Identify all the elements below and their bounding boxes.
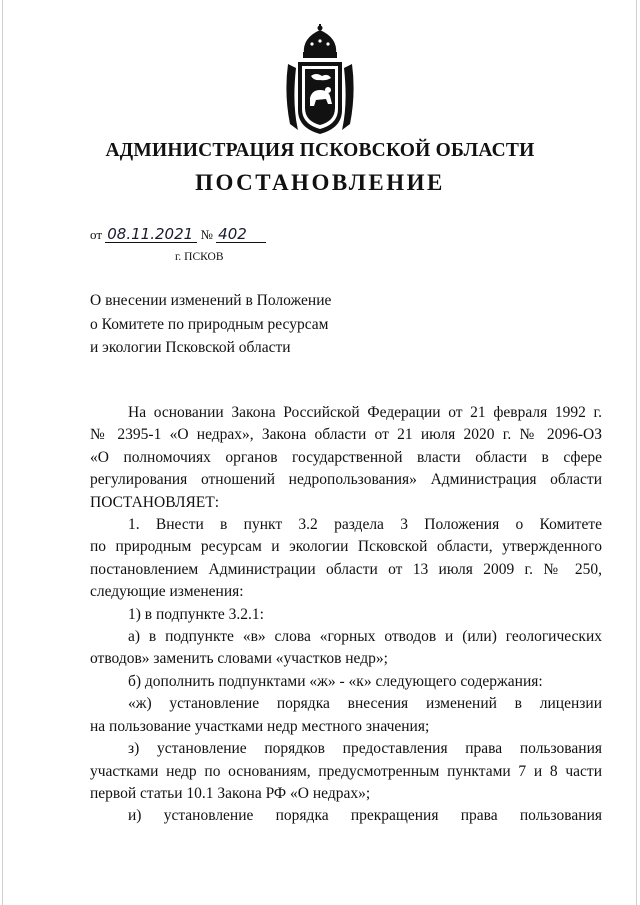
from-label: от <box>90 227 103 242</box>
body-line: «ж) установление порядка внесения изменений в лицензии <box>128 695 602 713</box>
scan-edge-left <box>2 0 3 905</box>
scan-edge-right <box>636 0 637 905</box>
body-line: постановлением Администрации области от 13 июля 2009 г. № 250, <box>90 560 602 578</box>
body-line: б) дополнить подпунктами «ж» - «к» следующего содержания: <box>128 672 543 690</box>
body-line: отводов» заменить словами «участков недр»; <box>90 650 388 668</box>
document-type-title: ПОСТАНОВЛЕНИЕ <box>195 170 445 195</box>
subject-line: О внесении изменений в Положение <box>90 292 332 309</box>
subject-line: о Комитете по природным ресурсам <box>90 315 329 333</box>
body-line: «О полномочиях органов государственной власти области в сфере <box>90 448 602 466</box>
date-number-line <box>90 226 266 243</box>
city-label: г. ПСКОВ <box>175 251 224 263</box>
subject-line: и экологии Псковской области <box>90 339 291 356</box>
handwritten-number: 402 <box>216 226 266 243</box>
body-line: 1. Внести в пункт 3.2 раздела 3 Положения о Комитете <box>128 516 602 534</box>
body-line: з) установление порядков предоставления права пользования <box>128 740 602 758</box>
body-line: первой статьи 10.1 Закона РФ «О недрах»; <box>90 784 371 802</box>
body-line: участками недр по основаниям, предусмотренным пунктами 7 и 8 части <box>90 762 602 780</box>
body-line: по природным ресурсам и экологии Псковской области, утвержденного <box>90 538 602 556</box>
organization-title: АДМИНИСТРАЦИЯ ПСКОВСКОЙ ОБЛАСТИ <box>105 140 535 161</box>
body-line: и) установление порядка прекращения права пользования <box>128 807 602 825</box>
document-subject <box>90 289 331 360</box>
body-line: № 2395-1 «О недрах», Закона области от 21 июля 2020 г. № 2096-ОЗ <box>90 426 602 444</box>
body-line: следующие изменения: <box>90 583 244 601</box>
document-body <box>90 402 602 828</box>
body-line: на пользование участками недр местного значения; <box>90 717 430 735</box>
body-line: ПОСТАНОВЛЯЕТ: <box>90 493 220 511</box>
coat-of-arms-icon <box>282 24 358 136</box>
body-line: 1) в подпункте 3.2.1: <box>128 605 264 623</box>
number-label: № <box>200 227 213 242</box>
handwritten-date: 08.11.2021 <box>105 226 197 243</box>
body-line: регулирования отношений недропользования» Администрация области <box>90 471 602 489</box>
body-line: На основании Закона Российской Федерации от 21 февраля 1992 г. <box>128 404 602 421</box>
body-line: а) в подпункте «в» слова «горных отводов и (или) геологических <box>128 628 602 646</box>
